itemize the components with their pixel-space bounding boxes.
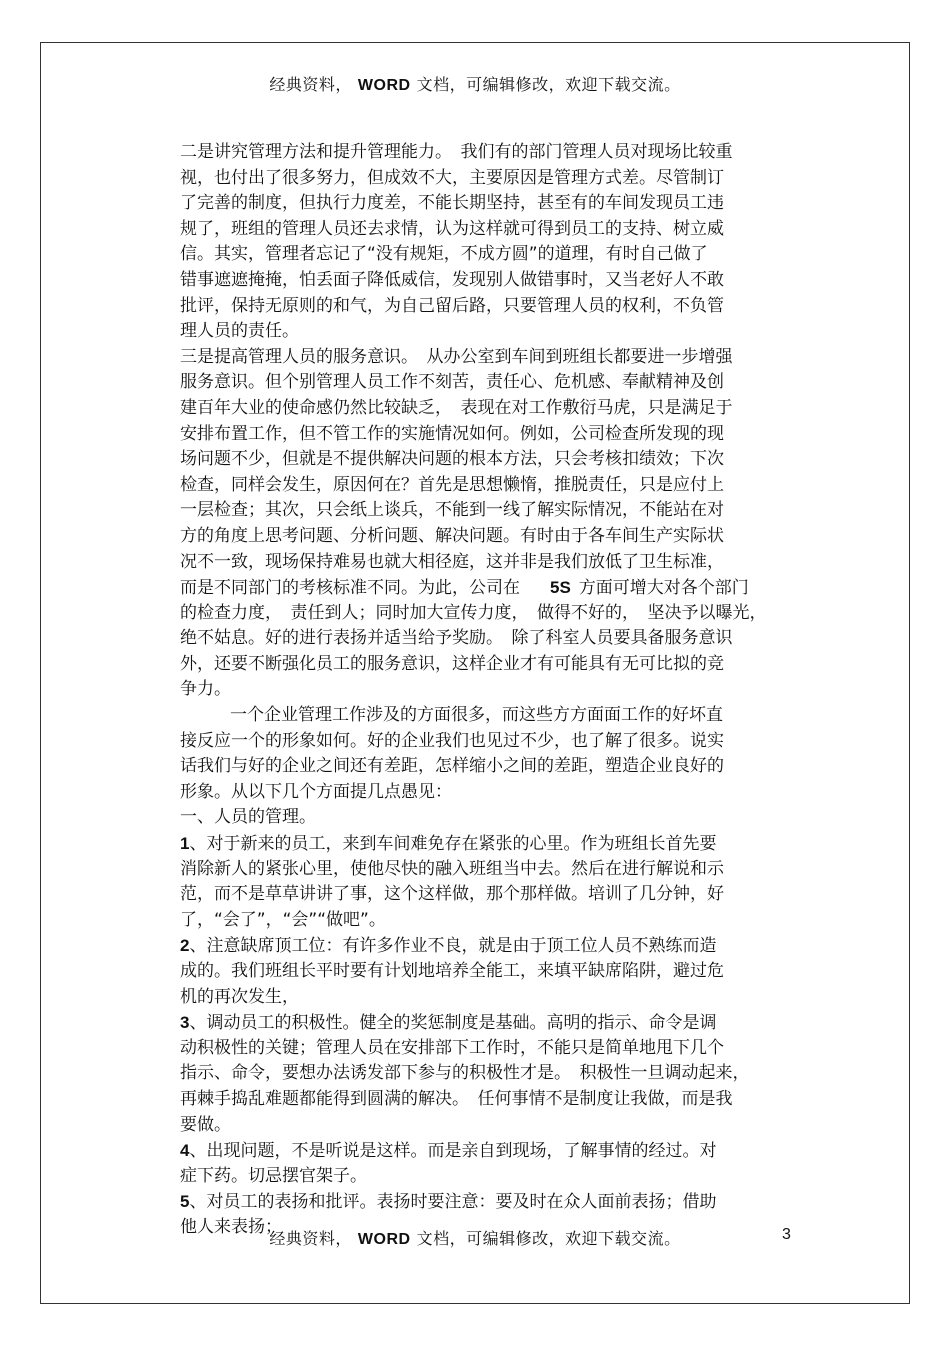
item-number: 2 bbox=[180, 936, 190, 956]
footer-text-post: 文档，可编辑修改，欢迎下载交流。 bbox=[416, 1229, 681, 1248]
body-line-text: 、出现问题，不是听说是这样。而是亲自到现场，了解事情的经过。对 bbox=[189, 1141, 717, 1162]
body-line: 了完善的制度，但执行力度差，不能长期坚持，甚至有的车间发现员工违 bbox=[180, 193, 724, 214]
body-line: 要做。 bbox=[180, 1114, 231, 1135]
body-line: 再棘手捣乱难题都能得到圆满的解决。 任何事情不是制度让我做，而是我 bbox=[180, 1088, 733, 1109]
body-line: 机的再次发生， bbox=[180, 986, 299, 1007]
body-line: 况不一致，现场保持难易也就大相径庭，这并非是我们放低了卫生标准， bbox=[180, 551, 724, 572]
body-line: 接反应一个的形象如何。好的企业我们也见过不少，也了解了很多。说实 bbox=[180, 730, 724, 751]
list-item-4 bbox=[180, 1138, 780, 1164]
list-item-5 bbox=[180, 1189, 780, 1215]
header-text-post: 文档，可编辑修改，欢迎下载交流。 bbox=[416, 75, 681, 94]
body-line: 错事遮遮掩掩，怕丢面子降低威信，发现别人做错事时，又当老好人不敢 bbox=[180, 269, 724, 290]
page-number: 3 bbox=[782, 1226, 791, 1243]
body-line-text: 、调动员工的积极性。健全的奖惩制度是基础。高明的指示、命令是调 bbox=[189, 1013, 717, 1034]
header-text-pre: 经典资料， bbox=[269, 75, 352, 94]
section-heading: 一、人员的管理。 bbox=[180, 807, 316, 828]
item-number: 4 bbox=[180, 1141, 190, 1161]
footer-word: WORD bbox=[357, 1231, 411, 1248]
list-item-3 bbox=[180, 1010, 780, 1036]
body-line: 成的。我们班组长平时要有计划地培养全能工，来填平缺席陷阱，避过危 bbox=[180, 961, 724, 981]
body-line: 指示、命令，要想办法诱发部下参与的积极性才是。 积极性一旦调动起来， bbox=[180, 1063, 750, 1084]
body-line-text: 而是不同部门的考核标准不同。为此，公司在 bbox=[180, 578, 520, 599]
body-line: 症下药。切忌摆官架子。 bbox=[180, 1165, 367, 1186]
header-word: WORD bbox=[357, 77, 411, 94]
body-line: 二是讲究管理方法和提升管理能力。 我们有的部门管理人员对现场比较重 bbox=[180, 142, 733, 162]
body-line: 三是提高管理人员的服务意识。 从办公室到车间到班组长都要进一步增强 bbox=[180, 346, 733, 367]
body-line: 批评，保持无原则的和气，为自己留后路，只要管理人员的权利，不负管 bbox=[180, 295, 724, 316]
body-line: 一层检查；其次，只会纸上谈兵，不能到一线了解实际情况，不能站在对 bbox=[180, 500, 724, 521]
body-line: 范，而不是草草讲讲了事，这个这样做，那个那样做。培训了几分钟，好 bbox=[180, 884, 724, 905]
body-line: 绝不姑息。好的进行表扬并适当给予奖励。 除了科室人员要具备服务意识 bbox=[180, 628, 733, 649]
body-line-text: 、注意缺席顶工位：有许多作业不良，就是由于顶工位人员不熟练而造 bbox=[189, 936, 717, 957]
body-line: 的检查力度， 责任到人；同时加大宣传力度， 做得不好的， 坚决予以曝光， bbox=[180, 602, 767, 623]
body-line: 视，也付出了很多努力，但成效不大，主要原因是管理方式差。尽管制订 bbox=[180, 167, 724, 188]
body-line: 信。其实，管理者忘记了“没有规矩，不成方圆”的道理，有时自己做了 bbox=[180, 244, 708, 265]
body-line: 他人来表扬； bbox=[180, 1216, 282, 1237]
page-header bbox=[0, 72, 950, 95]
document-body bbox=[180, 140, 780, 1241]
body-line: 方的角度上思考问题、分析问题、解决问题。有时由于各车间生产实际状 bbox=[180, 525, 724, 546]
body-line: 了，“会了”，“会”“做吧”。 bbox=[180, 909, 386, 930]
body-line: 话我们与好的企业之间还有差距，怎样缩小之间的差距，塑造企业良好的 bbox=[180, 756, 724, 777]
body-line: 理人员的责任。 bbox=[180, 321, 299, 342]
body-line: 场问题不少，但就是不提供解决问题的根本方法，只会考核扣绩效；下次 bbox=[180, 449, 724, 470]
body-line: 消除新人的紧张心里，使他尽快的融入班组当中去。然后在进行解说和示 bbox=[180, 858, 724, 879]
body-line: 建百年大业的使命感仍然比较缺乏， 表现在对工作敷衍马虎，只是满足于 bbox=[180, 397, 733, 418]
body-line-text: 、对于新来的员工，来到车间难免存在紧张的心里。作为班组长首先要 bbox=[189, 834, 717, 855]
body-line: 服务意识。但个别管理人员工作不刻苦，责任心、危机感、奉献精神及创 bbox=[180, 372, 724, 393]
body-line: 规了，班组的管理人员还去求情，认为这样就可得到员工的支持、树立威 bbox=[180, 218, 724, 239]
body-line: 检查，同样会发生，原因何在？首先是思想懒惰，推脱责任，只是应付上 bbox=[180, 474, 724, 495]
body-line: 安排布置工作，但不管工作的实施情况如何。例如，公司检查所发现的现 bbox=[180, 423, 724, 444]
list-item-1 bbox=[180, 831, 780, 857]
keyword-5s: 5S bbox=[550, 578, 571, 598]
body-line: 外，还要不断强化员工的服务意识，这样企业才有可能具有无可比拟的竞 bbox=[180, 653, 724, 674]
footer-text-pre: 经典资料， bbox=[269, 1229, 352, 1248]
item-number: 5 bbox=[180, 1192, 190, 1212]
page-footer bbox=[0, 1226, 950, 1249]
body-line: 一个企业管理工作涉及的方面很多，而这些方方面面工作的好坏直 bbox=[230, 705, 723, 726]
item-number: 1 bbox=[180, 834, 190, 854]
body-line-text: 方面可增大对各个部门 bbox=[578, 578, 749, 599]
body-line: 动积极性的关键；管理人员在安排部下工作时，不能只是简单地甩下几个 bbox=[180, 1037, 724, 1058]
list-item-2 bbox=[180, 933, 780, 959]
body-line bbox=[180, 575, 780, 601]
body-line-text: 、对员工的表扬和批评。表扬时要注意：要及时在众人面前表扬；借助 bbox=[189, 1192, 717, 1213]
item-number: 3 bbox=[180, 1013, 190, 1033]
body-line: 形象。从以下几个方面提几点愚见： bbox=[180, 781, 452, 802]
body-line: 争力。 bbox=[180, 679, 231, 700]
